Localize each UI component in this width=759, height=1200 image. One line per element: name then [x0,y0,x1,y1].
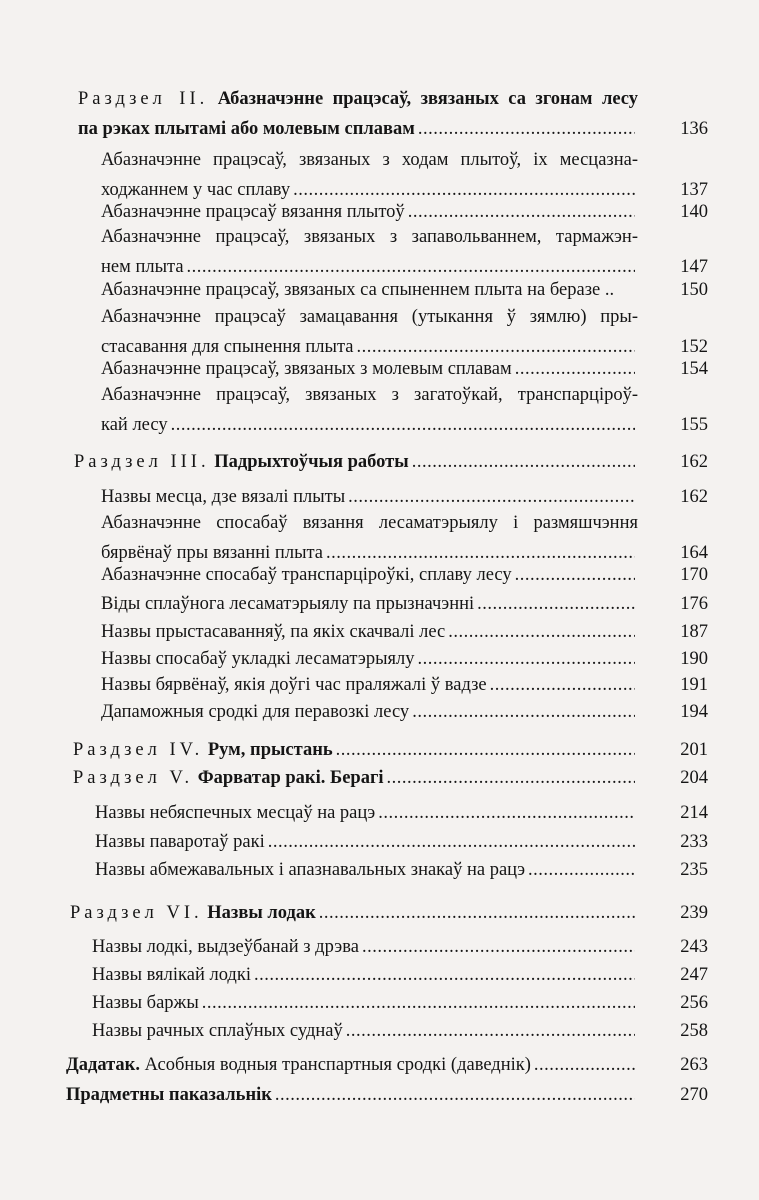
toc-entry[interactable] [101,617,708,647]
page-number: 263 [680,1055,708,1075]
page-number: 194 [680,702,708,722]
leader-dots [319,898,635,928]
page-number: 243 [680,937,708,957]
page-number: 155 [680,415,708,435]
entry-text: Абазначэнне працэсаў, звязаных з молевым сплавам [101,359,512,379]
section-prefix: Раздзел V. [73,768,194,788]
section-prefix: Раздзел IV. [73,740,204,760]
leader-dots [268,827,635,857]
section-title: Абазначэнне працэсаў, звязаных са згонам лесу [217,89,638,109]
toc-section-4[interactable] [73,735,708,765]
toc-entry[interactable] [92,932,708,962]
leader-dots [477,589,635,619]
section-prefix: Раздзел VI. [70,903,203,923]
entry-text: Назвы лодкі, выдзеўбанай з дрэва [92,937,359,957]
toc-entry[interactable] [101,508,708,568]
page-number: 201 [680,740,708,760]
entry-text-cont: бярвёнаў пры вязанні плыта [101,543,324,563]
page-number: 176 [680,594,708,614]
page-number: 154 [680,359,708,379]
leader-dots [202,988,635,1018]
entry-text: Віды сплаўнога лесаматэрыялу па прызначэнні [101,594,475,614]
leader-dots [275,1080,635,1110]
entry-text: Назвы бярвёнаў, якія доўгі час праляжалі ў вадзе [101,675,487,695]
leader-dots [387,763,636,793]
page-number: 204 [680,768,708,788]
entry-text: Абазначэнне працэсаў вязання плытоў [101,202,405,222]
section-title: Назвы лодак [207,903,316,923]
page-number: 162 [680,452,708,472]
toc-section-3[interactable] [74,447,708,477]
toc-section-6[interactable] [70,898,708,928]
toc-entry[interactable] [101,380,708,440]
leader-dots [528,855,635,885]
page-number: 170 [680,565,708,585]
section-title: Фарватар ракі. Берагі [197,768,384,788]
leader-dots [515,560,635,590]
page-number: 239 [680,903,708,923]
page-number: 140 [680,202,708,222]
entry-text: Абазначэнне працэсаў замацавання (утыкання ў зямлю) пры- [101,307,638,327]
page-number: 187 [680,622,708,642]
page-number: 162 [680,487,708,507]
entry-text: Назвы паваротаў ракі [95,832,265,852]
toc-entry[interactable] [101,222,708,282]
leader-dots [378,798,635,828]
page-number: 256 [680,993,708,1013]
entry-text: Абазначэнне працэсаў, звязаных з ходам плытоў, іх месцазна- [101,150,638,170]
entry-text: Назвы прыстасаванняў, па якіх скачвалі лес [101,622,446,642]
section-title: Рум, прыстань [207,740,333,760]
entry-text: Назвы рачных сплаўных суднаў [92,1021,343,1041]
toc-entry[interactable] [101,670,708,700]
page-number: 152 [680,337,708,357]
entry-text: Назвы абмежавальных і апазнавальных знакаў на рацэ [95,860,526,880]
entry-text: Назвы спосабаў укладкі лесаматэрыялу [101,649,415,669]
toc-entry[interactable] [95,798,708,828]
leader-dots [490,670,635,700]
section-title: Падрыхтоўчыя работы [214,452,409,472]
toc-appendix[interactable] [66,1050,708,1080]
entry-text: Абазначэнне працэсаў, звязаных са спыненнем плыта на беразе .. [101,280,615,300]
entry-text: Абазначэнне спосабаў транспарціроўкі, сплаву лесу [101,565,512,585]
toc-section-2[interactable] [78,84,708,144]
entry-text: Абазначэнне працэсаў, звязаных з загатоўкай, транспарціроў- [101,385,638,405]
toc-entry[interactable] [101,302,708,362]
leader-dots [336,735,635,765]
page-number: 235 [680,860,708,880]
entry-text: Назвы баржы [92,993,199,1013]
toc-entry[interactable] [92,960,708,990]
entry-text: Назвы небяспечных месцаў на рацэ [95,803,376,823]
page-number: 258 [680,1021,708,1041]
toc-entry[interactable] [95,855,708,885]
section-prefix: Раздзел III. [74,452,210,472]
leader-dots [412,697,635,727]
toc-index[interactable] [66,1080,708,1110]
page-number: 164 [680,543,708,563]
leader-dots [534,1050,635,1080]
appendix-prefix: Дадатак. [66,1055,140,1075]
page-number: 247 [680,965,708,985]
toc-entry[interactable] [101,589,708,619]
leader-dots [362,932,635,962]
page-number: 147 [680,257,708,277]
section-title-cont: па рэках плытамі або молевым сплавам [78,119,415,139]
entry-text: Абазначэнне спосабаў вязання лесаматэрыялу і размяшчэння [101,513,638,533]
section-prefix: Раздзел II. [78,89,209,109]
index-title: Прадметны паказальнік [66,1085,272,1105]
entry-text: Абазначэнне працэсаў, звязаных з запавольваннем, тармажэн- [101,227,638,247]
appendix-title: Асобныя водныя транспартныя сродкі (даведнік) [144,1055,531,1075]
entry-text: Назвы вялікай лодкі [92,965,251,985]
leader-dots [171,410,635,440]
page-number: 214 [680,803,708,823]
toc-entry[interactable] [101,275,708,305]
page-number: 233 [680,832,708,852]
toc-entry[interactable] [92,988,708,1018]
entry-text-cont: ходжаннем у час сплаву [101,180,291,200]
entry-text: Дапаможныя сродкі для перавозкі лесу [101,702,410,722]
toc-entry[interactable] [101,145,708,205]
toc-entry[interactable] [101,697,708,727]
toc-entry[interactable] [92,1016,708,1046]
page-number: 136 [680,119,708,139]
leader-dots [448,617,635,647]
toc-entry[interactable] [95,827,708,857]
page-number: 137 [680,180,708,200]
leader-dots [412,447,635,477]
entry-text-cont: кай лесу [101,415,168,435]
entry-text: Назвы месца, дзе вязалі плыты [101,487,346,507]
page-number: 190 [680,649,708,669]
leader-dots [418,114,635,144]
page-number: 191 [680,675,708,695]
toc-entry[interactable] [101,560,708,590]
leader-dots [254,960,635,990]
entry-text-cont: стасавання для спынення плыта [101,337,354,357]
toc-section-5[interactable] [73,763,708,793]
page-number: 270 [680,1085,708,1105]
entry-text-cont: нем плыта [101,257,184,277]
page-number: 150 [680,280,708,300]
leader-dots [346,1016,635,1046]
